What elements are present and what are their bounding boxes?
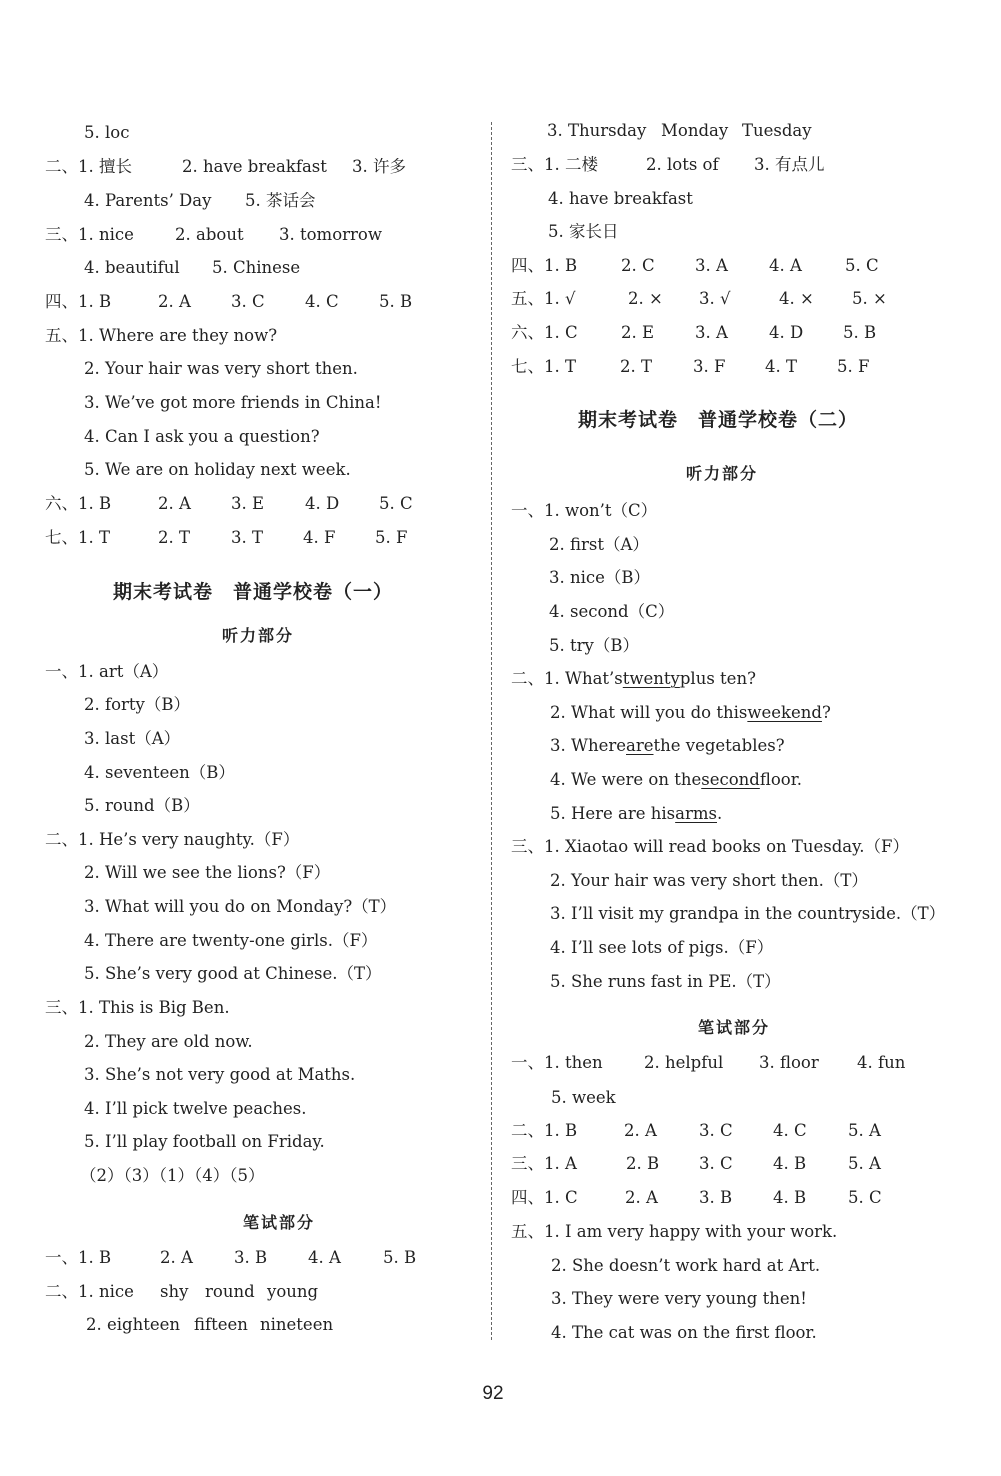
answer-line: 5. loc bbox=[84, 123, 130, 142]
answer-line: 2. A bbox=[158, 292, 191, 311]
answer-line: 3. nice（B） bbox=[549, 568, 651, 587]
answer-line: 5. B bbox=[379, 292, 413, 311]
answer-line: fifteen bbox=[194, 1315, 248, 1334]
answer-line: 4. I’ll see lots of pigs.（F） bbox=[550, 938, 774, 957]
answer-line: 4. F bbox=[303, 528, 336, 547]
answer-line: 二、1. B bbox=[511, 1121, 578, 1140]
underlined-word: weekend bbox=[747, 703, 822, 722]
answer-line: 3. floor bbox=[759, 1053, 819, 1072]
answer-line: 4. Can I ask you a question? bbox=[84, 427, 320, 446]
answer-line: 5. C bbox=[379, 494, 413, 513]
answer-line: 5. × bbox=[852, 289, 887, 308]
section-heading: 期末考试卷 普通学校卷（一） bbox=[113, 581, 394, 603]
answer-line: 3. tomorrow bbox=[279, 225, 382, 244]
answer-line: round bbox=[205, 1282, 255, 1301]
section-heading: 期末考试卷 普通学校卷（二） bbox=[578, 409, 859, 431]
underlined-word: arms bbox=[675, 804, 717, 823]
answer-line: 5. F bbox=[837, 357, 870, 376]
answer-line: 5. Here are hisarms. bbox=[550, 804, 723, 823]
answer-line: Tuesday bbox=[742, 121, 812, 140]
answer-line: 5. Chinese bbox=[212, 258, 301, 277]
answer-line: 4. A bbox=[308, 1248, 341, 1267]
answer-line: 三、1. nice bbox=[45, 225, 134, 244]
answer-line: 一、1. then bbox=[511, 1053, 603, 1072]
answer-line: 三、1. Xiaotao will read books on Tuesday.（F） bbox=[511, 837, 909, 856]
answer-line: 5. We are on holiday next week. bbox=[84, 460, 351, 479]
answer-line: 二、1. 擅长 bbox=[45, 157, 132, 176]
answer-line: 2. A bbox=[625, 1188, 658, 1207]
answer-line: 4. beautiful bbox=[84, 258, 180, 277]
answer-line: 一、1. won’t（C） bbox=[511, 501, 658, 520]
answer-line: 2. A bbox=[160, 1248, 193, 1267]
answer-line: 3. Wherearethe vegetables? bbox=[550, 736, 785, 755]
answer-line: 2. They are old now. bbox=[84, 1032, 253, 1051]
answer-line: 4. I’ll pick twelve peaches. bbox=[84, 1099, 307, 1118]
answer-line: 5. A bbox=[848, 1154, 881, 1173]
answer-line: 5. C bbox=[845, 256, 879, 275]
answer-line: 4. We were on thesecondfloor. bbox=[550, 770, 803, 789]
answer-line: 4. B bbox=[773, 1154, 807, 1173]
answer-line: 3. She’s not very good at Maths. bbox=[84, 1065, 356, 1084]
answer-line: 3. T bbox=[231, 528, 263, 547]
answer-line: 六、1. B bbox=[45, 494, 112, 513]
answer-line: （2）（3）（1）（4）（5） bbox=[80, 1166, 265, 1185]
answer-line: 2. have breakfast bbox=[182, 157, 327, 176]
answer-line: 4. T bbox=[765, 357, 797, 376]
answer-line: 4. × bbox=[779, 289, 814, 308]
answer-line: 3. 有点儿 bbox=[754, 155, 825, 174]
answer-line: 五、1. I am very happy with your work. bbox=[511, 1222, 838, 1241]
answer-line: 四、1. B bbox=[45, 292, 112, 311]
answer-line: 三、1. 二楼 bbox=[511, 155, 598, 174]
answer-line: 2. B bbox=[626, 1154, 660, 1173]
subsection-heading: 听力部分 bbox=[686, 464, 759, 483]
subsection-heading: 听力部分 bbox=[222, 626, 295, 645]
answer-line: 5. I’ll play football on Friday. bbox=[84, 1132, 325, 1151]
answer-line: 5. F bbox=[375, 528, 408, 547]
answer-line: 3. Thursday bbox=[547, 121, 647, 140]
answer-line: 七、1. T bbox=[45, 528, 110, 547]
answer-line: 4. second（C） bbox=[549, 602, 675, 621]
answer-line: 3. 许多 bbox=[352, 157, 406, 176]
answer-line: 4. D bbox=[769, 323, 804, 342]
answer-line: 一、1. art（A） bbox=[45, 662, 169, 681]
answer-line: 4. C bbox=[305, 292, 339, 311]
answer-line: 3. I’ll visit my grandpa in the countryside.（T） bbox=[550, 904, 946, 923]
answer-line: 2. C bbox=[621, 256, 655, 275]
answer-line: shy bbox=[160, 1282, 189, 1301]
subsection-heading: 笔试部分 bbox=[243, 1213, 316, 1232]
answer-line: 3. A bbox=[695, 256, 728, 275]
answer-line: 5. She runs fast in PE.（T） bbox=[550, 972, 781, 991]
answer-line: 2. × bbox=[628, 289, 663, 308]
answer-line: 4. fun bbox=[857, 1053, 906, 1072]
answer-line: 5. try（B） bbox=[549, 636, 639, 655]
answer-line: 4. A bbox=[769, 256, 802, 275]
answer-line: 2. lots of bbox=[646, 155, 719, 174]
answer-line: 2. eighteen bbox=[86, 1315, 181, 1334]
answer-line: 3. last（A） bbox=[84, 729, 181, 748]
answer-line: 2. T bbox=[620, 357, 652, 376]
answer-line: 一、1. B bbox=[45, 1248, 112, 1267]
answer-line: 三、1. This is Big Ben. bbox=[45, 998, 230, 1017]
answer-line: 4. seventeen（B） bbox=[84, 763, 235, 782]
answer-line: 2. helpful bbox=[644, 1053, 724, 1072]
answer-line: 5. 茶话会 bbox=[245, 191, 316, 210]
answer-line: 五、1. Where are they now? bbox=[45, 326, 278, 345]
answer-line: 4. D bbox=[305, 494, 340, 513]
answer-line: 3. C bbox=[231, 292, 265, 311]
answer-line: 2. T bbox=[158, 528, 190, 547]
answer-line: 5. B bbox=[843, 323, 877, 342]
answer-line: 二、1. He’s very naughty.（F） bbox=[45, 830, 300, 849]
answer-line: 3. F bbox=[693, 357, 726, 376]
answer-line: 二、1. What’stwentyplus ten? bbox=[511, 669, 756, 688]
answer-line: Monday bbox=[661, 121, 729, 140]
answer-line: 4. The cat was on the first floor. bbox=[551, 1323, 817, 1342]
answer-line: 五、1. √ bbox=[511, 289, 576, 308]
answer-line: 2. Your hair was very short then. bbox=[84, 359, 358, 378]
answer-line: 2. A bbox=[158, 494, 191, 513]
answer-line: 二、1. nice bbox=[45, 1282, 134, 1301]
underlined-word: twenty bbox=[622, 669, 680, 688]
answer-line: 六、1. C bbox=[511, 323, 578, 342]
answer-line: 4. There are twenty-one girls.（F） bbox=[84, 931, 378, 950]
answer-line: 4. have breakfast bbox=[548, 189, 693, 208]
answer-line: nineteen bbox=[260, 1315, 334, 1334]
underlined-word: are bbox=[626, 736, 654, 755]
answer-line: 3. C bbox=[699, 1154, 733, 1173]
answer-line: 2. first（A） bbox=[549, 535, 649, 554]
answer-line: young bbox=[267, 1282, 319, 1301]
answer-line: 2. A bbox=[624, 1121, 657, 1140]
answer-line: 2. Your hair was very short then.（T） bbox=[550, 871, 868, 890]
answer-line: 四、1. C bbox=[511, 1188, 578, 1207]
answer-line: 3. B bbox=[699, 1188, 733, 1207]
underlined-word: second bbox=[701, 770, 760, 789]
column-divider bbox=[491, 122, 492, 1340]
subsection-heading: 笔试部分 bbox=[698, 1018, 771, 1037]
answer-line: 3. They were very young then! bbox=[551, 1289, 807, 1308]
answer-line: 3. B bbox=[234, 1248, 268, 1267]
answer-line: 2. E bbox=[621, 323, 655, 342]
answer-line: 2. She doesn’t work hard at Art. bbox=[551, 1256, 821, 1275]
answer-line: 5. A bbox=[848, 1121, 881, 1140]
answer-line: 4. Parents’ Day bbox=[84, 191, 212, 210]
answer-line: 2. forty（B） bbox=[84, 695, 190, 714]
answer-line: 2. What will you do thisweekend? bbox=[550, 703, 831, 722]
answer-line: 三、1. A bbox=[511, 1154, 577, 1173]
answer-line: 3. A bbox=[695, 323, 728, 342]
answer-line: 3. C bbox=[699, 1121, 733, 1140]
answer-line: 5. week bbox=[551, 1088, 616, 1107]
answer-line: 四、1. B bbox=[511, 256, 578, 275]
answer-line: 3. What will you do on Monday?（T） bbox=[84, 897, 397, 916]
page-number: 92 bbox=[482, 1383, 504, 1404]
answer-line: 2. Will we see the lions?（F） bbox=[84, 863, 331, 882]
answer-line: 5. 家长日 bbox=[548, 222, 619, 241]
answer-line: 七、1. T bbox=[511, 357, 576, 376]
answer-line: 5. She’s very good at Chinese.（T） bbox=[84, 964, 382, 983]
answer-line: 3. E bbox=[231, 494, 265, 513]
answer-line: 3. √ bbox=[699, 289, 731, 308]
answer-line: 4. C bbox=[773, 1121, 807, 1140]
answer-line: 4. B bbox=[773, 1188, 807, 1207]
answer-line: 2. about bbox=[175, 225, 244, 244]
answer-line: 5. B bbox=[383, 1248, 417, 1267]
answer-line: 5. round（B） bbox=[84, 796, 200, 815]
answer-line: 3. We’ve got more friends in China! bbox=[84, 393, 382, 412]
answer-line: 5. C bbox=[848, 1188, 882, 1207]
